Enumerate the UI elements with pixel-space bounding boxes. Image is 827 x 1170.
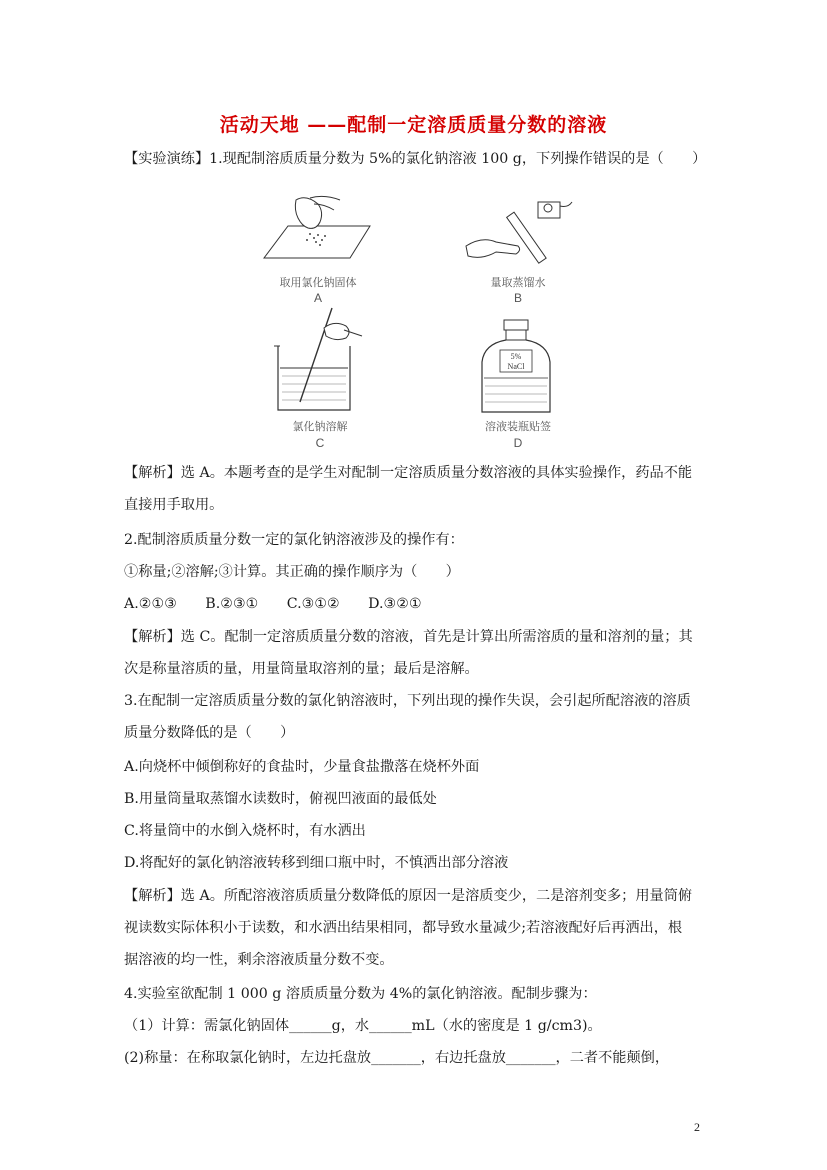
labeled-bottle-icon — [476, 318, 556, 414]
bottle-label-percent: 5% — [510, 352, 522, 361]
q3-option-d: D.将配好的氯化钠溶液转移到细口瓶中时，不慎洒出部分溶液 — [124, 855, 509, 871]
figure-c-letter: C — [315, 436, 325, 450]
q4-line: (2)称量：在称取氯化钠时，左边托盘放_______，右边托盘放_______，二者不能颠倒， — [124, 1050, 670, 1066]
figure-d-letter: D — [513, 436, 523, 450]
figure-d-caption: 溶液装瓶贴签 — [485, 420, 551, 433]
q3-analysis-line: 【解析】选 A。所配溶液溶质质量分数降低的原因一是溶质变少，二是溶剂变多；用量筒俯 — [124, 888, 693, 904]
page-number: 2 — [694, 1120, 700, 1134]
q3-option-a: A.向烧杯中倾倒称好的食盐时，少量食盐撒落在烧杯外面 — [124, 759, 480, 775]
q2-analysis-line: 次是称量溶质的量，用量筒量取溶剂的量；最后是溶解。 — [124, 661, 479, 677]
q3-option-c: C.将量筒中的水倒入烧杯时，有水洒出 — [124, 823, 366, 839]
q3-analysis-line: 视读数实际体积小于读数，和水洒出结果相同，都导致水量减少;若溶液配好后再洒出，根 — [124, 920, 683, 936]
q1-text: 【实验演练】1.现配制溶质质量分数为 5%的氯化钠溶液 100 g，下列操作错误的是（ ） — [124, 151, 707, 167]
q3-option-b: B.用量筒量取蒸馏水读数时，俯视凹液面的最低处 — [124, 791, 437, 807]
figure-b-caption: 量取蒸馏水 — [490, 276, 546, 289]
q3-line: 质量分数降低的是（ ） — [124, 725, 295, 741]
q3-analysis-line: 据溶液的均一性，剩余溶液质量分数不变。 — [124, 952, 394, 968]
pouring-into-cylinder-icon — [458, 196, 578, 274]
figure-a-letter: A — [313, 291, 322, 305]
q2-analysis-line: 【解析】选 C。配制一定溶质质量分数的溶液，首先是计算出所需溶质的量和溶剂的量；其 — [124, 629, 693, 645]
q2-line: 2.配制溶质质量分数一定的氯化钠溶液涉及的操作有： — [124, 532, 464, 548]
q4-line: （1）计算：需氯化钠固体______g，水______mL（水的密度是 1 g/cm3)。 — [124, 1018, 602, 1034]
page-title: 活动天地 ——配制一定溶质质量分数的溶液 — [219, 114, 608, 136]
bottle-label-name: NaCl — [507, 362, 525, 371]
q1-analysis-line: 直接用手取用。 — [124, 497, 224, 513]
q2-line: ①称量;②溶解;③计算。其正确的操作顺序为（ ） — [124, 564, 460, 580]
figure-a-caption: 取用氯化钠固体 — [279, 276, 357, 289]
q1-analysis-line: 【解析】选 A。本题考查的是学生对配制一定溶质质量分数溶液的具体实验操作，药品不能 — [124, 465, 693, 481]
q4-line: 4.实验室欲配制 1 000 g 溶质质量分数为 4%的氯化钠溶液。配制步骤为： — [124, 986, 597, 1002]
q2-options: A.②①③ B.②③① C.③①② D.③②① — [124, 596, 422, 612]
figure-c-caption: 氯化钠溶解 — [292, 420, 348, 433]
beaker-stirring-icon — [270, 306, 370, 414]
figure-b-letter: B — [513, 291, 522, 305]
hand-taking-solid-icon — [258, 190, 378, 282]
q3-line: 3.在配制一定溶质质量分数的氯化钠溶液时，下列出现的操作失误，会引起所配溶液的溶质 — [124, 693, 691, 709]
